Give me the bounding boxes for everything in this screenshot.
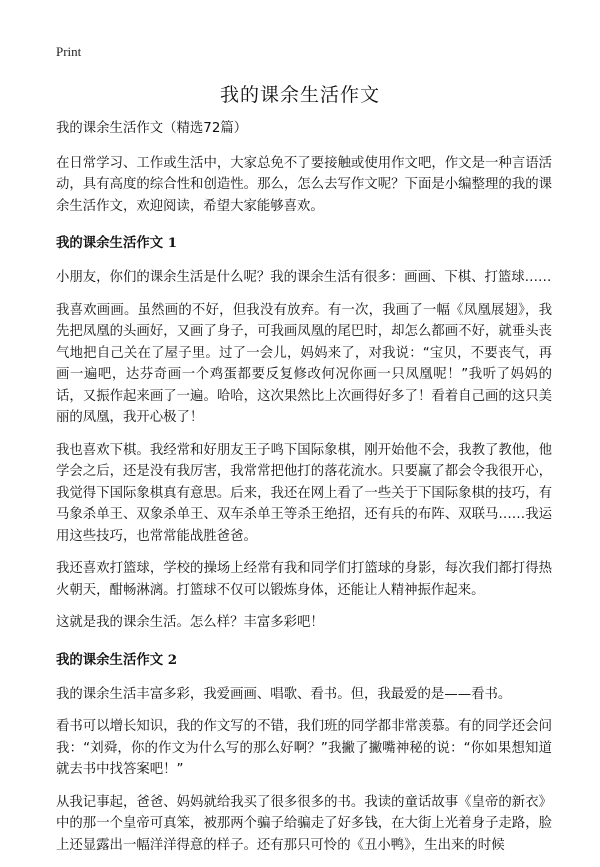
paragraph: 我也喜欢下棋。我经常和好朋友王子鸣下国际象棋，刚开始他不会，我教了教他，他学会之后，还是没有我厉害，我常常把他打的落花流水。只要赢了都会令我很开心，我觉得下国际象棋真有意思。后来，我还在网上看了一些关于下国际象棋的技巧，有马象杀单王、双象杀单王、双车杀单王等杀王绝招，还有兵的布阵、双联马……我运用这些技巧，也常常能战胜爸爸。	[56, 442, 552, 544]
page-title: 我的课余生活作文	[219, 84, 380, 106]
section-heading: 我的课余生活作文 1	[56, 235, 178, 251]
print-link[interactable]: Print	[56, 44, 82, 59]
paragraph: 这就是我的课余生活。怎么样？丰富多彩吧！	[56, 615, 324, 630]
article-subtitle: 我的课余生活作文（精选72篇）	[56, 121, 248, 136]
paragraph: 我还喜欢打篮球，学校的操场上经常有我和同学们打篮球的身影，每次我们都打得热火朝天，酣畅淋漓。打篮球不仅可以锻炼身体，还能让人精神振作起来。	[56, 561, 552, 598]
paragraph: 我喜欢画画。虽然画的不好，但我没有放弃。有一次，我画了一幅《凤凰展翅》，我先把凤凰的头画好，又画了身子，可我画凤凰的尾巴时，却怎么都画不好，就垂头丧气地把自己关在了屋子里。过了一会儿，妈妈来了，对我说：“宝贝，不要丧气，再画一遍吧，达芬奇画一个鸡蛋都要反复修改何况你画一只凤凰呢！”我听了妈妈的话，又振作起来画了一遍。哈哈，这次果然比上次画得好多了！看着自己画的这只美丽的凤凰，我开心极了！	[56, 302, 552, 425]
paragraph: 从我记事起，爸爸、妈妈就给我买了很多很多的书。我读的童话故事《皇帝的新衣》中的那一个皇帝可真笨，被那两个骗子给骗走了好多钱，在大街上光着身子走路，脸上还显露出一幅洋洋得意的样子。还有那只可怜的《丑小鸭》，生出来的时候	[56, 794, 552, 853]
article-body	[56, 118, 552, 867]
paragraph: 看书可以增长知识，我的作文写的不错，我们班的同学都非常羡慕。有的同学还会问我：“刘舜，你的作文为什么写的那么好啊？”我撇了撇嘴神秘的说：“你如果想知道就去书中找答案吧！”	[56, 719, 552, 777]
paragraph: 小朋友，你们的课余生活是什么呢？我的课余生活有很多：画画、下棋、打篮球……	[56, 270, 552, 285]
intro-paragraph: 在日常学习、工作或生活中，大家总免不了要接触或使用作文吧，作文是一种言语活动，具有高度的综合性和创造性。那么，怎么去写作文呢？下面是小编整理的我的课余生活作文，欢迎阅读，希望大家能够喜欢。	[56, 155, 552, 214]
section-heading: 我的课余生活作文 2	[56, 651, 178, 668]
paragraph: 我的课余生活丰富多彩，我爱画画、唱歌、看书。但，我最爱的是——看书。	[56, 686, 512, 702]
